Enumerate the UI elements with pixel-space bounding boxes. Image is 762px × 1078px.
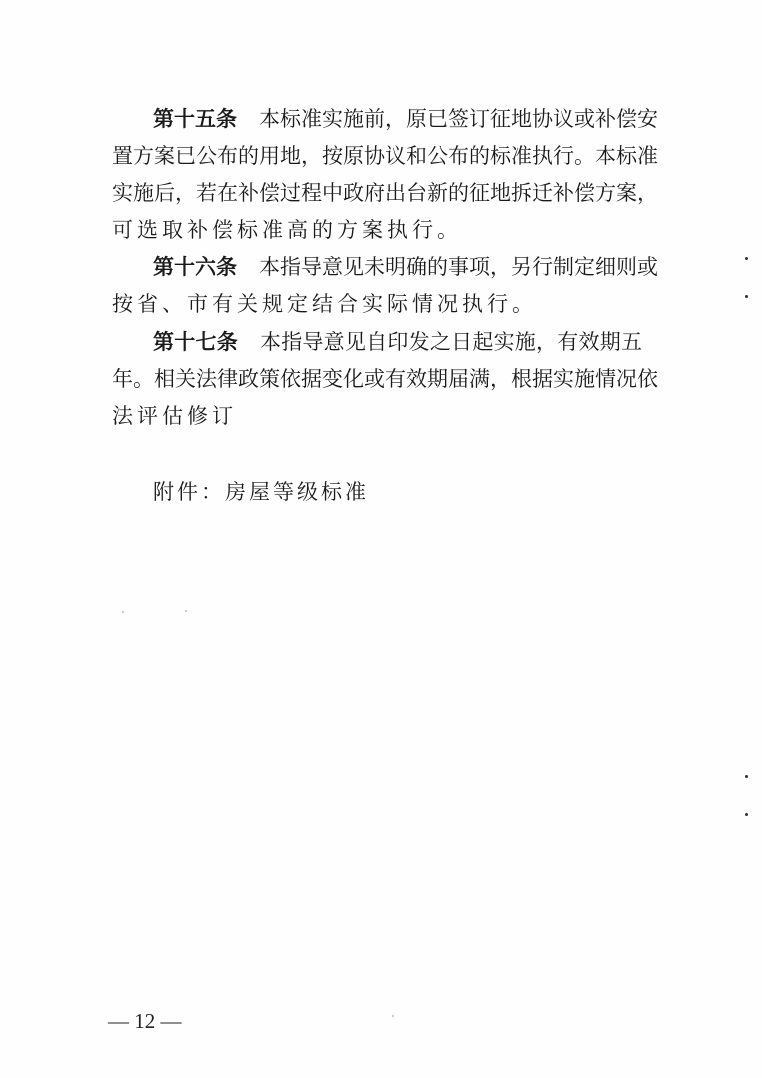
article-17-line-1 (153, 324, 642, 361)
article-17-line-3: 法评估修订 (112, 404, 237, 428)
scan-speck (745, 813, 748, 816)
article-15-line-3: 实施后，若在补偿过程中政府出台新的征地拆迁补偿方案， (112, 181, 658, 205)
article-17-text-1: 本指导意见自印发之日起实施，有效期五 (259, 330, 642, 354)
article-15-line-1 (153, 101, 658, 138)
article-16-line-2: 按省、市有关规定结合实际情况执行。 (112, 292, 537, 316)
article-16-line-1 (153, 249, 658, 286)
scan-speck (745, 775, 748, 778)
article-15-text-1: 本标准实施前，原已签订征地协议或补偿安 (259, 107, 658, 131)
article-15-line-4: 可选取补偿标准高的方案执行。 (112, 218, 462, 242)
scan-speck (745, 295, 748, 298)
attachment-label: 附件：房屋等级标准 (153, 480, 369, 504)
scan-speck (392, 1015, 394, 1017)
scan-speck (122, 611, 124, 613)
scan-speck (185, 610, 187, 612)
article-17-title: 第十七条 (153, 330, 238, 354)
article-16-title: 第十六条 (153, 255, 237, 279)
article-17-line-2: 年。相关法律政策依据变化或有效期届满，根据实施情况依 (112, 367, 658, 391)
page-number: — 12 — (108, 1009, 182, 1033)
article-15-title: 第十五条 (153, 107, 237, 131)
article-15-line-2: 置方案已公布的用地，按原协议和公布的标准执行。本标准 (112, 144, 658, 168)
article-16-text-1: 本指导意见未明确的事项，另行制定细则或 (259, 255, 658, 279)
scan-speck (745, 257, 748, 260)
